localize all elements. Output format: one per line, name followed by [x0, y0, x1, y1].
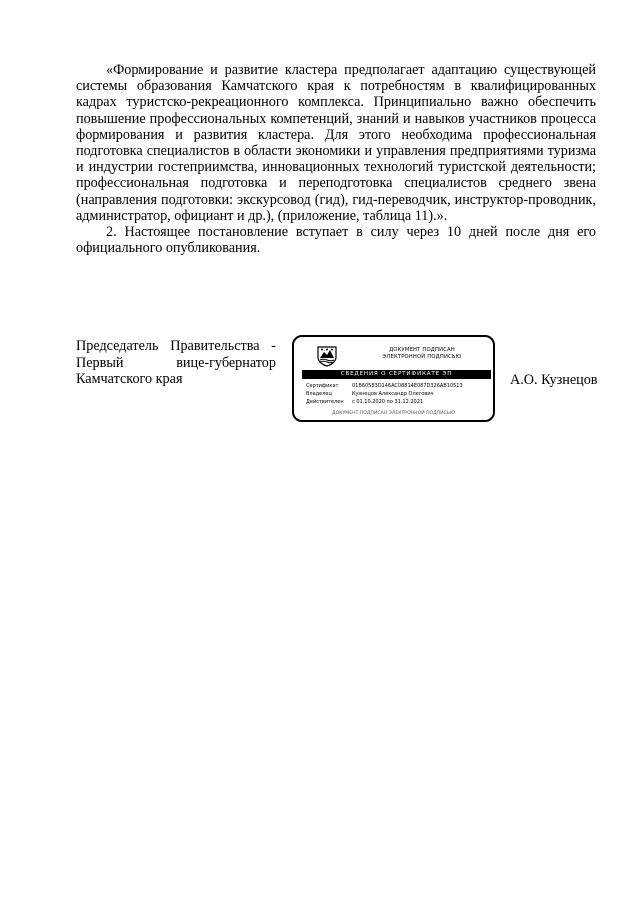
signatory-position-line-1: Председатель Правительства -: [76, 338, 276, 354]
stamp-value-owner: Кузнецов Александр Олегович: [352, 391, 434, 397]
stamp-row-certificate: [306, 382, 491, 390]
stamp-value-validity: с 01.10.2020 по 31.12.2021: [352, 399, 424, 405]
coat-of-arms-icon: [316, 345, 338, 367]
signer-name: А.О. Кузнецов: [510, 372, 598, 388]
signatory-position-line-2: Первый вице-губернатор: [76, 354, 276, 371]
paragraph-cluster-education: «Формирование и развитие кластера предполагает адаптацию существующей системы образования Камчатского края к потребностям в квалифицированных кадрах туристско-рекреационного комплекса. Принципиально важно обеспечить повышение профессиональных компетенций, знаний и навыков участников процесса формирования и развития кластера. Для этого необходима профессиональная подготовка специалистов в области экономики и управления предприятиями туризма и индустрии гостеприимства, инновационных технологий туристской деятельности; профессиональная подготовка и переподготовка специалистов среднего звена (направления подготовки: экскурсовод (гид), гид-переводчик, инструктор-проводник, администратор, официант и др.), (приложение, таблица 11).».: [76, 62, 596, 224]
stamp-footer: ДОКУМЕНТ ПОДПИСАН ЭЛЕКТРОННОЙ ПОДПИСЬЮ: [332, 411, 455, 416]
stamp-key-certificate: Сертификат: [306, 383, 339, 389]
signatory-position-line-3: Камчатского края: [76, 371, 183, 388]
stamp-key-owner: Владелец: [306, 391, 332, 397]
stamp-header-line-1: ДОКУМЕНТ ПОДПИСАН: [389, 347, 455, 353]
stamp-details: [306, 382, 491, 406]
paragraph-effective-date: 2. Настоящее постановление вступает в силу через 10 дней после дня его официального опубликования.: [76, 224, 596, 257]
signatory-position: [76, 338, 276, 388]
stamp-certificate-title: СВЕДЕНИЯ О СЕРТИФИКАТЕ ЭП: [302, 370, 491, 379]
stamp-row-validity: [306, 398, 491, 406]
stamp-header-line-2: ЭЛЕКТРОННОЙ ПОДПИСЬЮ: [382, 354, 462, 360]
electronic-signature-stamp: [292, 335, 495, 422]
stamp-value-certificate: 01B60583D146AC08814E087D326AB10513: [352, 383, 463, 389]
document-body: [76, 62, 596, 256]
stamp-header: [352, 347, 492, 361]
stamp-row-owner: [306, 390, 491, 398]
stamp-key-validity: Действителен: [306, 399, 344, 405]
